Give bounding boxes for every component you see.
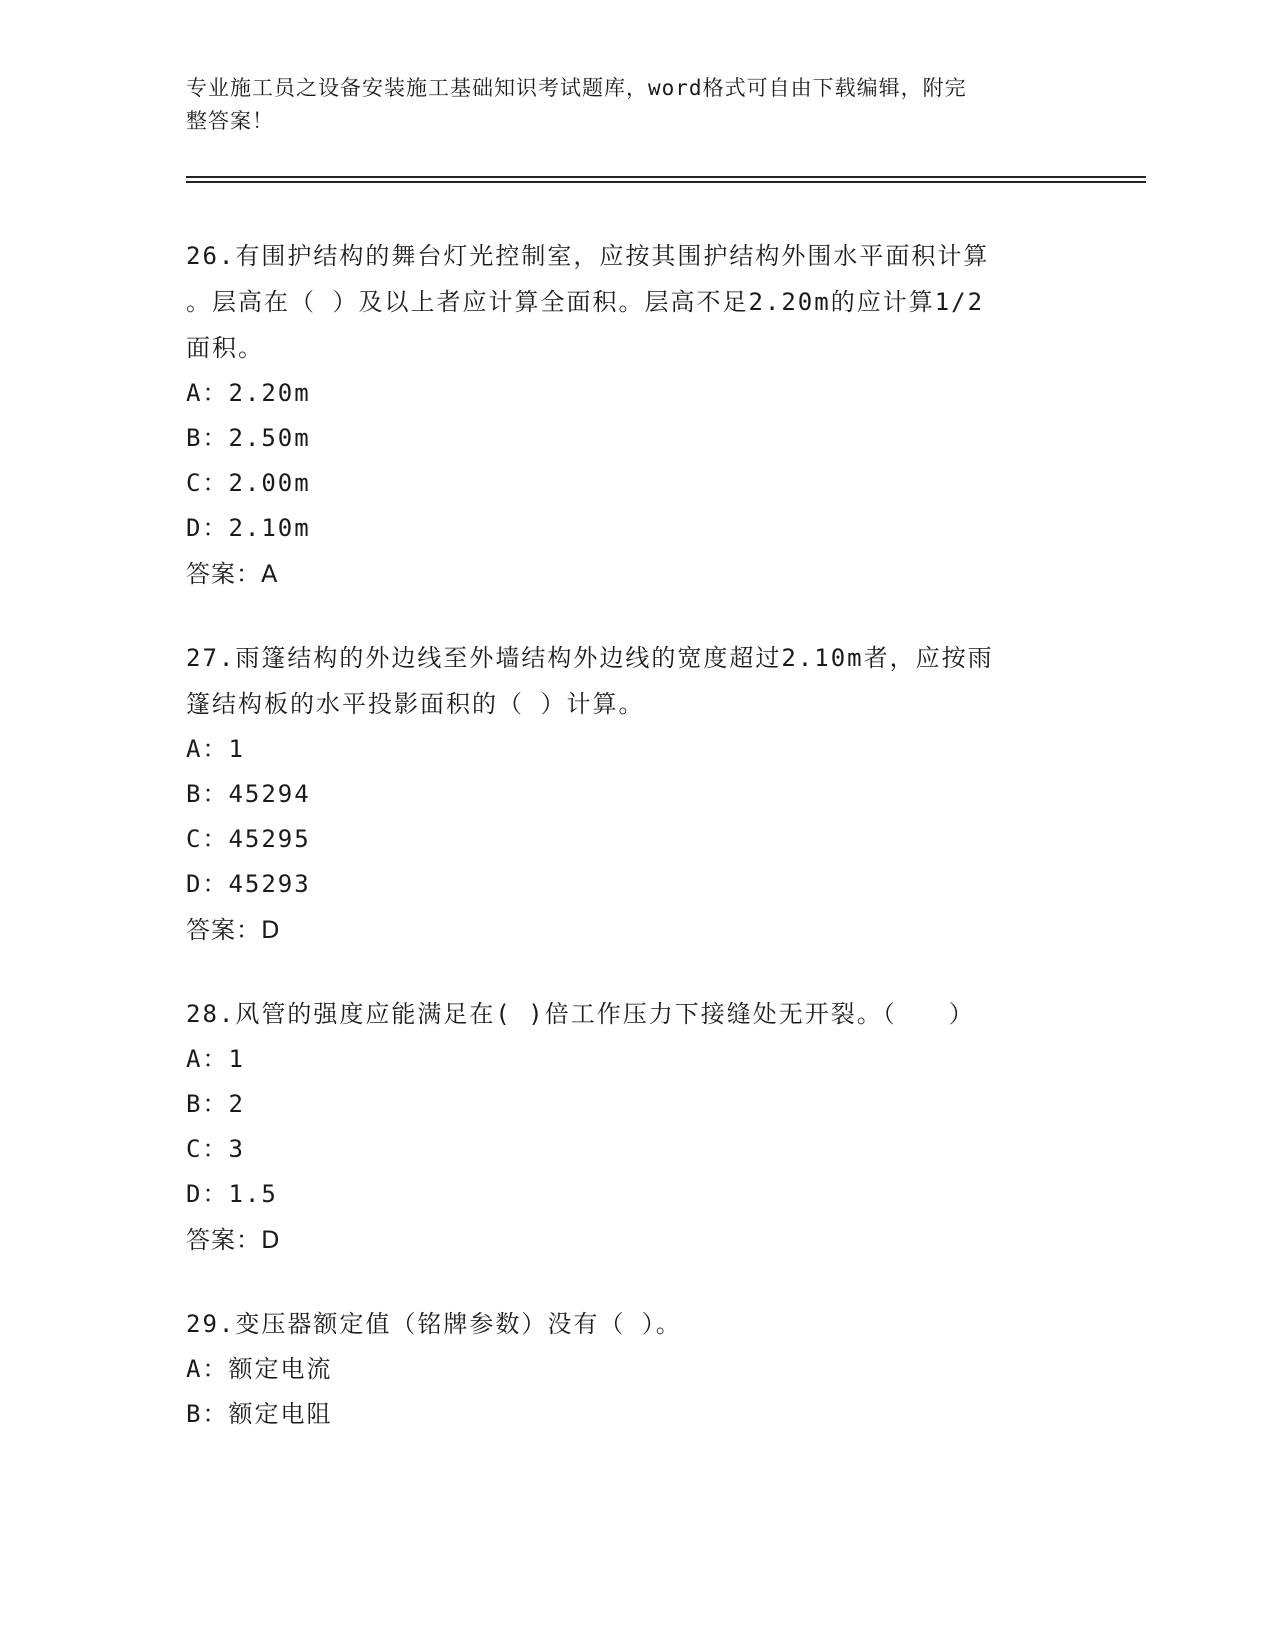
question-stem-line: 28.风管的强度应能满足在( )倍工作压力下接缝处无开裂。（ ）	[186, 1000, 975, 1028]
option-d: D：2.10m	[186, 514, 311, 542]
option-b: B：额定电阻	[186, 1400, 333, 1428]
question-stem-line: 27.雨篷结构的外边线至外墙结构外边线的宽度超过2.10m者，应按雨	[186, 644, 994, 672]
question-stem-line: 。层高在（ ）及以上者应计算全面积。层高不足2.20m的应计算1/2	[186, 288, 985, 316]
question-stem-line: 面积。	[186, 334, 264, 362]
answer-line: 答案：A	[186, 560, 279, 588]
answer-line: 答案：D	[186, 1226, 281, 1254]
question-29	[186, 1301, 1066, 1437]
question-28	[186, 991, 1066, 1263]
option-c: C：45295	[186, 825, 311, 853]
question-stem-line: 篷结构板的水平投影面积的（ ）计算。	[186, 690, 645, 718]
option-b: B：2.50m	[186, 424, 311, 452]
option-d: D：45293	[186, 870, 311, 898]
option-a: A：额定电流	[186, 1355, 333, 1383]
document-header	[186, 72, 1066, 138]
option-c: C：2.00m	[186, 469, 311, 497]
question-27	[186, 635, 1066, 953]
header-line-1: 专业施工员之设备安装施工基础知识考试题库，word格式可自由下载编辑，附完	[186, 76, 967, 100]
header-line-2: 整答案！	[186, 109, 274, 133]
question-26	[186, 233, 1066, 597]
header-divider-bottom	[186, 181, 1146, 183]
question-spacer	[186, 1263, 1066, 1301]
question-list	[186, 233, 1066, 1437]
option-a: A：1	[186, 735, 245, 763]
option-a: A：2.20m	[186, 379, 311, 407]
answer-line: 答案：D	[186, 916, 281, 944]
option-d: D：1.5	[186, 1180, 278, 1208]
option-b: B：2	[186, 1090, 245, 1118]
option-c: C：3	[186, 1135, 245, 1163]
option-b: B：45294	[186, 780, 311, 808]
question-spacer	[186, 953, 1066, 991]
question-stem-line: 29.变压器额定值（铭牌参数）没有（ ）。	[186, 1310, 682, 1338]
question-stem-line: 26.有围护结构的舞台灯光控制室，应按其围护结构外围水平面积计算	[186, 242, 990, 270]
header-divider-top	[186, 176, 1146, 178]
question-spacer	[186, 597, 1066, 635]
option-a: A：1	[186, 1045, 245, 1073]
